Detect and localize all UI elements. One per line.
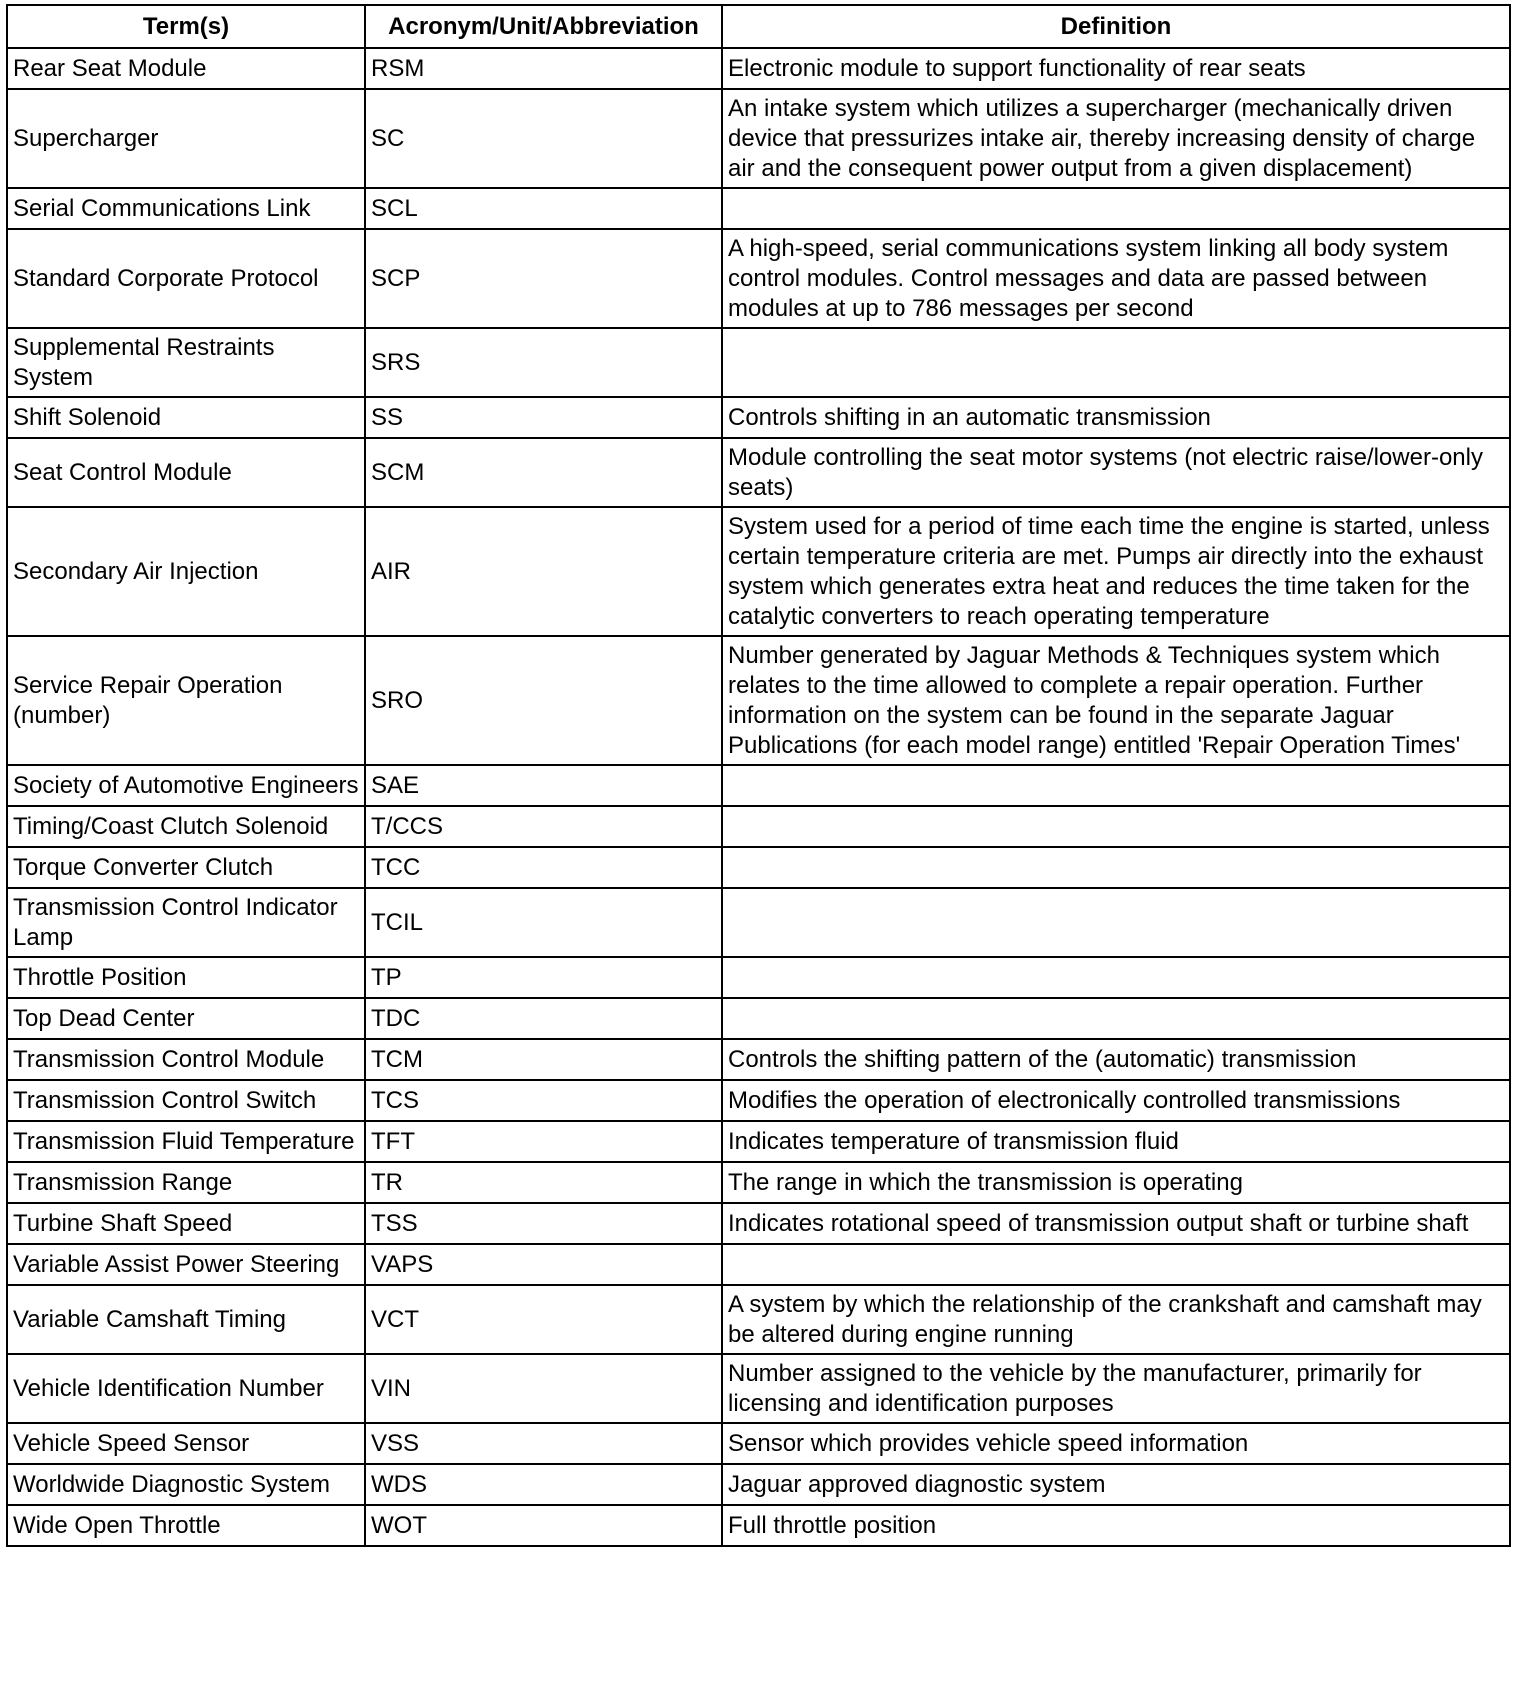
table-row bbox=[7, 1354, 1510, 1423]
definition-cell bbox=[722, 957, 1510, 998]
term-cell: Vehicle Speed Sensor bbox=[7, 1423, 365, 1464]
term-cell: Rear Seat Module bbox=[7, 48, 365, 89]
acronym-cell: VCT bbox=[365, 1285, 722, 1354]
term-cell: Transmission Fluid Temperature bbox=[7, 1121, 365, 1162]
definition-cell: System used for a period of time each time the engine is started, unless certain temperature criteria are met. Pumps air directly into the exhaust system which generates extra heat and reduces the time taken for the catalytic converters to reach operating temperature bbox=[722, 507, 1510, 636]
acronym-cell: AIR bbox=[365, 507, 722, 636]
table-row bbox=[7, 1505, 1510, 1546]
acronym-cell: TCIL bbox=[365, 888, 722, 957]
acronym-cell: TDC bbox=[365, 998, 722, 1039]
table-row bbox=[7, 229, 1510, 328]
table-row bbox=[7, 328, 1510, 397]
table-row bbox=[7, 48, 1510, 89]
definition-cell bbox=[722, 998, 1510, 1039]
definition-cell: Indicates rotational speed of transmission output shaft or turbine shaft bbox=[722, 1203, 1510, 1244]
acronym-cell: RSM bbox=[365, 48, 722, 89]
definition-cell: Modifies the operation of electronically controlled transmissions bbox=[722, 1080, 1510, 1121]
table-row bbox=[7, 1121, 1510, 1162]
acronym-cell: SCM bbox=[365, 438, 722, 507]
acronym-cell: SRS bbox=[365, 328, 722, 397]
table-row bbox=[7, 1285, 1510, 1354]
acronym-cell: VAPS bbox=[365, 1244, 722, 1285]
table-row bbox=[7, 636, 1510, 765]
definition-cell: A high-speed, serial communications system linking all body system control modules. Control messages and data are passed between modules at up to 786 messages per second bbox=[722, 229, 1510, 328]
table-row bbox=[7, 998, 1510, 1039]
term-cell: Wide Open Throttle bbox=[7, 1505, 365, 1546]
glossary-table bbox=[6, 4, 1511, 1547]
term-cell: Serial Communications Link bbox=[7, 188, 365, 229]
acronym-cell: TFT bbox=[365, 1121, 722, 1162]
acronym-cell: SCP bbox=[365, 229, 722, 328]
term-cell: Transmission Control Indicator Lamp bbox=[7, 888, 365, 957]
table-body bbox=[7, 48, 1510, 1546]
table-row bbox=[7, 1039, 1510, 1080]
acronym-cell: TCM bbox=[365, 1039, 722, 1080]
definition-cell: Number assigned to the vehicle by the manufacturer, primarily for licensing and identification purposes bbox=[722, 1354, 1510, 1423]
term-cell: Service Repair Operation (number) bbox=[7, 636, 365, 765]
acronym-cell: SRO bbox=[365, 636, 722, 765]
term-cell: Secondary Air Injection bbox=[7, 507, 365, 636]
term-cell: Supercharger bbox=[7, 89, 365, 188]
acronym-cell: TCC bbox=[365, 847, 722, 888]
definition-cell: Module controlling the seat motor systems (not electric raise/lower-only seats) bbox=[722, 438, 1510, 507]
term-cell: Transmission Range bbox=[7, 1162, 365, 1203]
term-cell: Throttle Position bbox=[7, 957, 365, 998]
acronym-cell: SS bbox=[365, 397, 722, 438]
acronym-cell: TSS bbox=[365, 1203, 722, 1244]
definition-cell: Electronic module to support functionality of rear seats bbox=[722, 48, 1510, 89]
table-row bbox=[7, 397, 1510, 438]
header-acronym: Acronym/Unit/Abbreviation bbox=[365, 5, 722, 48]
definition-cell: Number generated by Jaguar Methods & Techniques system which relates to the time allowed to complete a repair operation. Further information on the system can be found in the separate Jaguar Publications (for each model range) entitled 'Repair Operation Times' bbox=[722, 636, 1510, 765]
term-cell: Vehicle Identification Number bbox=[7, 1354, 365, 1423]
acronym-cell: TP bbox=[365, 957, 722, 998]
table-row bbox=[7, 765, 1510, 806]
term-cell: Variable Camshaft Timing bbox=[7, 1285, 365, 1354]
acronym-cell: SCL bbox=[365, 188, 722, 229]
term-cell: Worldwide Diagnostic System bbox=[7, 1464, 365, 1505]
table-row bbox=[7, 847, 1510, 888]
table-row bbox=[7, 188, 1510, 229]
header-term: Term(s) bbox=[7, 5, 365, 48]
term-cell: Variable Assist Power Steering bbox=[7, 1244, 365, 1285]
acronym-cell: TCS bbox=[365, 1080, 722, 1121]
term-cell: Society of Automotive Engineers bbox=[7, 765, 365, 806]
definition-cell: Full throttle position bbox=[722, 1505, 1510, 1546]
acronym-cell: SC bbox=[365, 89, 722, 188]
table-header bbox=[7, 5, 1510, 48]
table-row bbox=[7, 1464, 1510, 1505]
term-cell: Timing/Coast Clutch Solenoid bbox=[7, 806, 365, 847]
definition-cell bbox=[722, 888, 1510, 957]
definition-cell bbox=[722, 806, 1510, 847]
definition-cell bbox=[722, 1244, 1510, 1285]
acronym-cell: SAE bbox=[365, 765, 722, 806]
definition-cell: An intake system which utilizes a supercharger (mechanically driven device that pressurizes intake air, thereby increasing density of charge air and the consequent power output from a given displacement) bbox=[722, 89, 1510, 188]
acronym-cell: T/CCS bbox=[365, 806, 722, 847]
term-cell: Transmission Control Module bbox=[7, 1039, 365, 1080]
acronym-cell: WDS bbox=[365, 1464, 722, 1505]
table-row bbox=[7, 1244, 1510, 1285]
table-row bbox=[7, 957, 1510, 998]
header-row bbox=[7, 5, 1510, 48]
table-row bbox=[7, 507, 1510, 636]
definition-cell: Sensor which provides vehicle speed information bbox=[722, 1423, 1510, 1464]
definition-cell: Controls shifting in an automatic transmission bbox=[722, 397, 1510, 438]
table-row bbox=[7, 806, 1510, 847]
definition-cell: A system by which the relationship of the crankshaft and camshaft may be altered during engine running bbox=[722, 1285, 1510, 1354]
acronym-cell: WOT bbox=[365, 1505, 722, 1546]
acronym-cell: TR bbox=[365, 1162, 722, 1203]
term-cell: Turbine Shaft Speed bbox=[7, 1203, 365, 1244]
table-row bbox=[7, 438, 1510, 507]
table-row bbox=[7, 1423, 1510, 1464]
table-row bbox=[7, 1203, 1510, 1244]
definition-cell bbox=[722, 188, 1510, 229]
definition-cell bbox=[722, 328, 1510, 397]
table-row bbox=[7, 888, 1510, 957]
table-row bbox=[7, 1080, 1510, 1121]
definition-cell bbox=[722, 765, 1510, 806]
term-cell: Transmission Control Switch bbox=[7, 1080, 365, 1121]
acronym-cell: VIN bbox=[365, 1354, 722, 1423]
header-definition: Definition bbox=[722, 5, 1510, 48]
term-cell: Top Dead Center bbox=[7, 998, 365, 1039]
table-row bbox=[7, 89, 1510, 188]
table-row bbox=[7, 1162, 1510, 1203]
term-cell: Shift Solenoid bbox=[7, 397, 365, 438]
definition-cell: Indicates temperature of transmission fluid bbox=[722, 1121, 1510, 1162]
definition-cell: Controls the shifting pattern of the (automatic) transmission bbox=[722, 1039, 1510, 1080]
acronym-cell: VSS bbox=[365, 1423, 722, 1464]
term-cell: Torque Converter Clutch bbox=[7, 847, 365, 888]
term-cell: Seat Control Module bbox=[7, 438, 365, 507]
term-cell: Standard Corporate Protocol bbox=[7, 229, 365, 328]
definition-cell bbox=[722, 847, 1510, 888]
definition-cell: Jaguar approved diagnostic system bbox=[722, 1464, 1510, 1505]
definition-cell: The range in which the transmission is operating bbox=[722, 1162, 1510, 1203]
term-cell: Supplemental Restraints System bbox=[7, 328, 365, 397]
